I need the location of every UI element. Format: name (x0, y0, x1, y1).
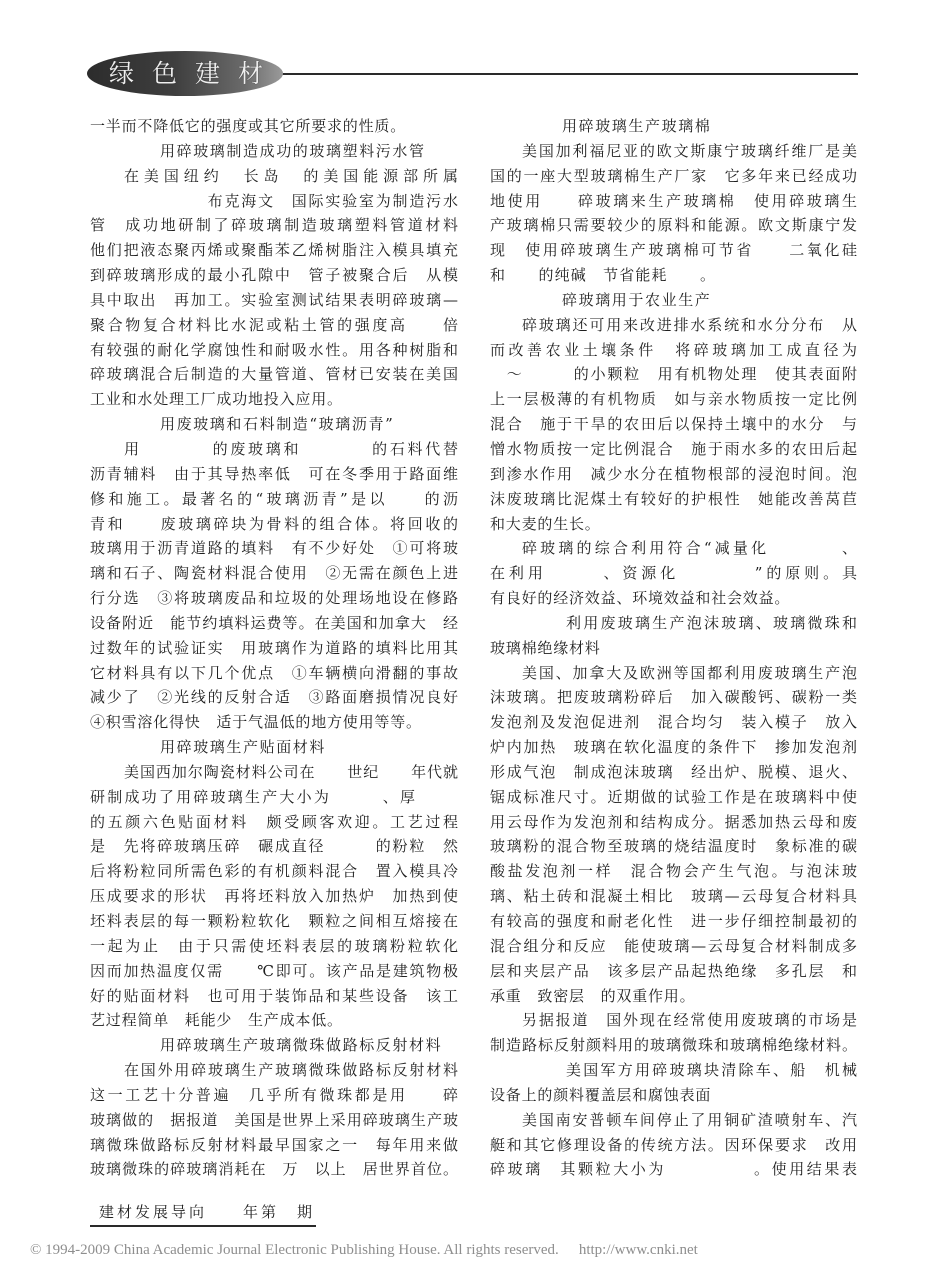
body-text-line: 美国加利福尼亚的欧文斯康宁玻璃纤维厂是美 (522, 141, 857, 160)
left-column (90, 114, 458, 1182)
copyright-line (30, 1240, 698, 1260)
body-text-line: 具中取出 再加工。实验室测试结果表明碎玻璃— (90, 290, 458, 309)
body-text-line: 层和夹层产品 该多层产品起热绝缘 多孔层 和 (490, 961, 857, 980)
body-text-line: ④积雪溶化得快 适于气温低的地方使用等等。 (90, 713, 422, 732)
body-text-line: 减少了 ②光线的反射合适 ③路面磨损情况良好 (90, 688, 458, 707)
body-text-line: 和 的纯碱 节省能耗 。 (490, 266, 715, 285)
body-text-line: 产玻璃棉只需要较少的原料和能源。欧文斯康宁发 (490, 216, 857, 235)
body-text-line: 璃和石子、陶瓷材料混合使用 ②无需在颜色上进 (90, 564, 458, 583)
body-text-line: 而改善农业土壤条件 将碎玻璃加工成直径为 (490, 340, 857, 359)
section-heading: 利用废玻璃生产泡沫玻璃、玻璃微珠和 (566, 613, 857, 632)
body-text-line: 玻璃微珠的碎玻璃消耗在 万 以上 居世界首位。 (90, 1160, 458, 1179)
body-text-line: 沫玻璃。把废玻璃粉碎后 加入碳酸钙、碳粉一类 (490, 688, 857, 707)
body-text-line: 国的一座大型玻璃棉生产厂家 它多年来已经成功 (490, 166, 857, 185)
copyright-url: http://www.cnki.net (578, 1242, 698, 1258)
body-text-line: 一起为止 由于只需使坯料表层的玻璃粉粒软化 (90, 936, 458, 955)
header-rule (272, 73, 858, 75)
body-text-line: 因而加热温度仅需 ℃即可。该产品是建筑物极 (90, 961, 458, 980)
body-text-line: 锯成标准尺寸。近期做的试验工作是在玻璃料中使 (490, 787, 857, 806)
body-text-line: 在国外用碎玻璃生产玻璃微珠做路标反射材料 (124, 1061, 458, 1080)
body-text-line: 有较高的强度和耐老化性 进一步仔细控制最初的 (490, 912, 857, 930)
body-text-line: 他们把液态聚丙烯或聚酯苯乙烯树脂注入模具填充 (90, 241, 458, 260)
body-text-line: 沥青辅料 由于其导热率低 可在冬季用于路面维 (90, 464, 458, 483)
body-text-line: 工业和水处理工厂成功地投入应用。 (90, 390, 343, 409)
body-text-line: 美国、加拿大及欧洲等国都利用废玻璃生产泡 (522, 663, 857, 682)
section-heading-continued: 设备上的颜料覆盖层和腐蚀表面 (490, 1085, 712, 1104)
body-text-line: 布克海文 国际实验室为制造污水 (90, 191, 458, 210)
section-heading: 用碎玻璃生产贴面材料 (160, 738, 327, 757)
body-text-line: 艇和其它修理设备的传统方法。因环保要求 改用 (490, 1135, 857, 1154)
body-text-line: 在美国纽约 长岛 的美国能源部所属 (124, 166, 458, 185)
body-text-line: 用 的废玻璃和 的石料代替 (124, 439, 458, 458)
body-text-line: 碎玻璃还可用来改进排水系统和水分分布 从 (522, 315, 857, 334)
body-text-line: 用云母作为发泡剂和结构成分。据悉加热云母和废 (490, 812, 857, 831)
body-text-line: 修和施工。最著名的“玻璃沥青”是以 的沥 (90, 489, 458, 508)
body-text-line: 艺过程简单 耗能少 生产成本低。 (90, 1011, 343, 1030)
section-heading: 用碎玻璃制造成功的玻璃塑料污水管 (160, 141, 426, 160)
section-heading-continued: 玻璃棉绝缘材料 (490, 638, 601, 657)
section-heading: 用碎玻璃生产玻璃棉 (562, 117, 712, 135)
body-text-line: 一半而不降低它的强度或其它所要求的性质。 (90, 117, 407, 135)
body-text-line: 炉内加热 玻璃在软化温度的条件下 掺加发泡剂 (490, 738, 857, 757)
body-text-line: 到渗水作用 减少水分在植物根部的浸泡时间。泡 (490, 464, 857, 483)
body-text-line: 形成气泡 制成泡沫玻璃 经出炉、脱模、退火、 (490, 762, 857, 781)
body-text-line: 行分选 ③将玻璃废品和垃圾的处理场地设在修路 (90, 589, 458, 608)
section-heading: 碎玻璃用于农业生产 (562, 290, 712, 309)
body-text-line: 在利用 、资源化 ”的原则。具 (490, 564, 857, 583)
body-text-line: 研制成功了用碎玻璃生产大小为 、厚 (90, 787, 415, 806)
body-text-line: 和大麦的生长。 (490, 514, 601, 533)
right-column (490, 114, 857, 1182)
section-heading: 用碎玻璃生产玻璃微珠做路标反射材料 (160, 1036, 443, 1055)
body-text-line: 碎玻璃混合后制造的大量管道、管材已安装在美国 (90, 365, 458, 384)
body-text-line: 地使用 碎玻璃来生产玻璃棉 使用碎玻璃生 (490, 191, 857, 210)
body-text-line: 碎玻璃的综合利用符合“减量化 、 (522, 539, 857, 558)
body-text-line: 璃微珠做路标反射材料最早国家之一 每年用来做 (90, 1135, 458, 1154)
body-text-line: 上一层极薄的有机物质 如与亲水物质按一定比例 (490, 390, 857, 409)
copyright-notice: © 1994-2009 China Academic Journal Electronic Publishing House. All rights reserved. (30, 1242, 559, 1258)
section-title: 绿色建材 (109, 59, 282, 88)
body-text-line: 它材料具有以下几个优点 ①车辆横向滑翻的事故 (90, 663, 458, 682)
body-text-line: 制造路标反射颜料用的玻璃微珠和玻璃棉绝缘材料。 (490, 1036, 857, 1055)
body-text-line: 发泡剂及发泡促进剂 混合均匀 装入模子 放入 (490, 713, 857, 732)
body-text-line: 玻璃做的 据报道 美国是世界上采用碎玻璃生产玻 (90, 1110, 458, 1129)
body-text-line: 混合 施于干旱的农田后以保持土壤中的水分 与 (490, 415, 857, 434)
section-heading: 用废玻璃和石料制造“玻璃沥青” (160, 415, 395, 434)
body-text-line: 美国南安普顿车间停止了用铜矿渣喷射车、汽 (522, 1110, 857, 1129)
footer-rule (90, 1225, 316, 1227)
body-text-line: 设备附近 能节约填料运费等。在美国和加拿大 经 (90, 613, 458, 632)
body-text-line: 有良好的经济效益、环境效益和社会效益。 (490, 589, 791, 608)
body-text-line: 的五颜六色贴面材料 颇受顾客欢迎。工艺过程 (90, 812, 458, 831)
footer-journal-issue: 建材发展导向 年第 期 (99, 1203, 316, 1221)
body-text-line: 承重 致密层 的双重作用。 (490, 986, 696, 1005)
body-text-line: 这一工艺十分普遍 几乎所有微珠都是用 碎 (90, 1085, 458, 1104)
body-text-line: 璃、粘土砖和混凝土相比 玻璃—云母复合材料具 (490, 887, 857, 906)
body-text-line: 坯料表层的每一颗粉粒软化 颗粒之间相互熔接在 (90, 912, 458, 930)
body-text-line: ～ 的小颗粒 用有机物处理 使其表面附 (490, 365, 857, 384)
body-text-line: 有较强的耐化学腐蚀性和耐吸水性。用各种树脂和 (90, 340, 458, 359)
body-text-line: 碎玻璃 其颗粒大小为 。使用结果表 (490, 1160, 857, 1179)
body-text-line: 青和 废玻璃碎块为骨料的组合体。将回收的 (90, 514, 458, 533)
body-text-line: 到碎玻璃形成的最小孔隙中 管子被聚合后 从模 (90, 266, 458, 285)
body-text-line: 压成要求的形状 再将坯料放入加热炉 加热到使 (90, 887, 458, 906)
body-text-line: 管 成功地研制了碎玻璃制造玻璃塑料管道材料 (90, 216, 458, 235)
body-text-line: 过数年的试验证实 用玻璃作为道路的填料比用其 (90, 638, 458, 657)
body-text-line: 聚合物复合材料比水泥或粘土管的强度高 倍 (90, 315, 458, 334)
body-text-line: 是 先将碎玻璃压碎 碾成直径 的粉粒 然 (90, 837, 458, 856)
body-text-line: 混合组分和反应 能使玻璃—云母复合材料制成多 (490, 936, 857, 955)
body-text-line: 好的贴面材料 也可用于装饰品和某些设备 该工 (90, 986, 458, 1005)
body-text-line: 现 使用碎玻璃生产玻璃棉可节省 二氧化硅 (490, 241, 857, 260)
section-heading: 美国军方用碎玻璃块清除车、船 机械 (566, 1061, 857, 1080)
body-text-line: 憎水物质按一定比例混合 施于雨水多的农田后起 (490, 439, 857, 458)
body-text-line: 玻璃用于沥青道路的填料 有不少好处 ①可将玻 (90, 539, 458, 558)
body-text-line: 酸盐发泡剂一样 混合物会产生气泡。与泡沫玻 (490, 862, 857, 881)
body-text-line: 美国西加尔陶瓷材料公司在 世纪 年代就 (124, 762, 458, 781)
body-text-line: 另据报道 国外现在经常使用废玻璃的市场是 (522, 1011, 857, 1030)
body-text-line: 沫废玻璃比泥煤土有较好的护根性 她能改善莴苣 (490, 489, 857, 508)
body-text-line: 玻璃粉的混合物至玻璃的烧结温度时 象标准的碳 (490, 837, 857, 856)
body-text-line: 后将粉粒同所需色彩的有机颜料混合 置入模具冷 (90, 862, 458, 881)
